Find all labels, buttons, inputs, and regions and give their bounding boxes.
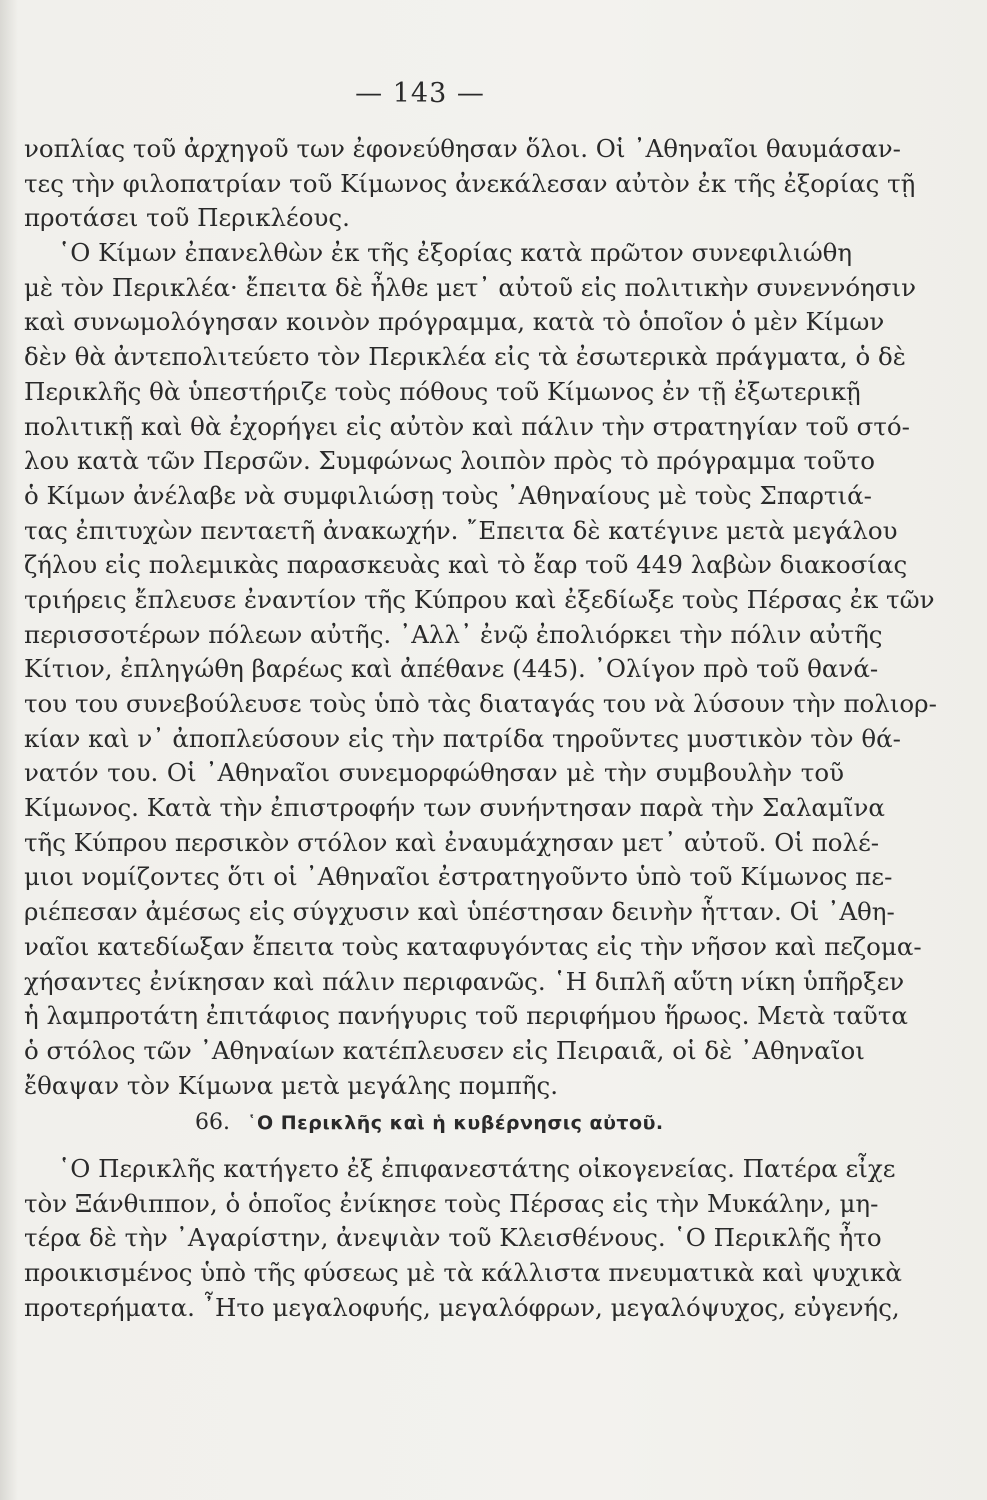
text-line: τέρα δὲ τὴν ᾿Αγαρίστην, ἀνεψιὰν τοῦ Κλεισθένους. ῾Ο Περικλῆς ἦτο	[24, 1223, 882, 1253]
text-line: τὸν Ξάνθιππον, ὁ ὁποῖος ἐνίκησε τοὺς Πέρσας εἰς τὴν Μυκάλην, μη-	[24, 1188, 879, 1218]
text-line: δὲν θὰ ἀντεπολιτεύετο τὸν Περικλέα εἰς τὰ ἐσωτερικὰ πράγματα, ὁ δὲ	[24, 342, 906, 372]
text-line: τες τὴν φιλοπατρίαν τοῦ Κίμωνος ἀνεκάλεσαν αὐτὸν ἐκ τῆς ἐξορίας τῇ	[24, 168, 916, 198]
text-line: προτάσει τοῦ Περικλέους.	[24, 203, 350, 233]
text-line: ὁ Κίμων ἀνέλαβε νὰ συμφιλιώσῃ τοὺς ᾿Αθηναίους μὲ τοὺς Σπαρτιά-	[24, 480, 872, 510]
text-line: μὲ τὸν Περικλέα· ἔπειτα δὲ ἦλθε μετ᾿ αὐτοῦ εἰς πολιτικὴν συνεννόησιν	[24, 272, 917, 302]
text-line: κίαν καὶ ν᾿ ἀποπλεύσουν εἰς τὴν πατρίδα τηροῦντες μυστικὸν τὸν θά-	[24, 723, 901, 753]
text-line: Περικλῆς θὰ ὑπεστήριζε τοὺς πόθους τοῦ Κίμωνος ἐν τῇ ἐξωτερικῇ	[24, 376, 861, 406]
section-heading	[195, 1106, 835, 1140]
text-line: χήσαντες ἐνίκησαν καὶ πάλιν περιφανῶς. ῾Η διπλῆ αὕτη νίκη ὑπῆρξεν	[24, 966, 905, 996]
text-line: Κίμωνος. Κατὰ τὴν ἐπιστροφήν των συνήντησαν παρὰ τὴν Σαλαμῖνα	[24, 793, 885, 823]
text-line: λου κατὰ τῶν Περσῶν. Συμφώνως λοιπὸν πρὸς τὸ πρόγραμμα τοῦτο	[24, 446, 876, 476]
text-line: ζήλου εἰς πολεμικὰς παρασκευὰς καὶ τὸ ἔαρ τοῦ 449 λαβὼν διακοσίας	[24, 550, 908, 580]
text-line: νοπλίας τοῦ ἀρχηγοῦ των ἐφονεύθησαν ὅλοι. Οἱ ᾿Αθηναῖοι θαυμάσαν-	[24, 134, 901, 163]
text-line: ἡ λαμπροτάτη ἐπιτάφιος πανήγυρις τοῦ περιφήμου ἥρωος. Μετὰ ταῦτα	[24, 1001, 908, 1031]
text-line: πολιτικῇ καὶ θὰ ἐχορήγει εἰς αὐτὸν καὶ πάλιν τὴν στρατηγίαν τοῦ στό-	[24, 411, 910, 441]
text-line: νατόν του. Οἱ ᾿Αθηναῖοι συνεμορφώθησαν μὲ τὴν συμβουλὴν τοῦ	[24, 758, 844, 788]
text-line: τριήρεις ἔπλευσε ἐναντίον τῆς Κύπρου καὶ ἐξεδίωξε τοὺς Πέρσας ἐκ τῶν	[24, 584, 935, 614]
text-line: μιοι νομίζοντες ὅτι οἱ ᾿Αθηναῖοι ἐστρατηγοῦντο ὑπὸ τοῦ Κίμωνος πε-	[24, 862, 893, 892]
text-line: ῾Ο Περικλῆς κατήγετο ἐξ ἐπιφανεστάτης οἰκογενείας. Πατέρα εἶχε	[58, 1154, 896, 1183]
section-title: ῾Ο Περικλῆς καὶ ἡ κυβέρνησις αὐτοῦ.	[247, 1112, 664, 1134]
text-line: περισσοτέρων πόλεων αὐτῆς. ᾿Αλλ᾿ ἐνῷ ἐπολιόρκει τὴν πόλιν αὐτῆς	[24, 619, 883, 649]
text-line: Κίτιον, ἐπληγώθη βαρέως καὶ ἀπέθανε (445). ᾿Ολίγον πρὸ τοῦ θανά-	[24, 654, 879, 684]
text-line: ἔθαψαν τὸν Κίμωνα μετὰ μεγάλης πομπῆς.	[24, 1070, 558, 1100]
body-text-kimon	[24, 132, 937, 1103]
text-line: προτερήματα. ῏Ητο μεγαλοφυής, μεγαλόφρων, μεγαλόψυχος, εὐγενής,	[24, 1292, 900, 1322]
text-line: ὁ στόλος τῶν ᾿Αθηναίων κατέπλευσεν εἰς Πειραιᾶ, οἱ δὲ ᾿Αθηναῖοι	[24, 1035, 865, 1065]
page-number: — 143 —	[355, 78, 485, 109]
text-line: τας ἐπιτυχὼν πενταετῆ ἀνακωχήν. ῎Επειτα δὲ κατέγινε μετὰ μεγάλου	[24, 515, 898, 545]
body-text-pericles	[24, 1152, 902, 1325]
text-line: καὶ συνωμολόγησαν κοινὸν πρόγραμμα, κατὰ τὸ ὁποῖον ὁ μὲν Κίμων	[24, 307, 885, 337]
text-line: προικισμένος ὑπὸ τῆς φύσεως μὲ τὰ κάλλιστα πνευματικὰ καὶ ψυχικὰ	[24, 1258, 902, 1288]
text-line: ῾Ο Κίμων ἐπανελθὼν ἐκ τῆς ἐξορίας κατὰ πρῶτον συνεφιλιώθη	[58, 238, 853, 268]
section-number: 66.	[195, 1110, 230, 1135]
text-line: τῆς Κύπρου περσικὸν στόλον καὶ ἐναυμάχησαν μετ᾿ αὐτοῦ. Οἱ πολέ-	[24, 827, 880, 857]
text-line: ριέπεσαν ἀμέσως εἰς σύγχυσιν καὶ ὑπέστησαν δεινὴν ἧτταν. Οἱ ᾿Αθη-	[24, 897, 895, 927]
text-line: του του συνεβούλευσε τοὺς ὑπὸ τὰς διαταγάς του νὰ λύσουν τὴν πολιορ-	[24, 689, 937, 718]
text-line: ναῖοι κατεδίωξαν ἔπειτα τοὺς καταφυγόντας εἰς τὴν νῆσον καὶ πεζομα-	[24, 931, 922, 961]
